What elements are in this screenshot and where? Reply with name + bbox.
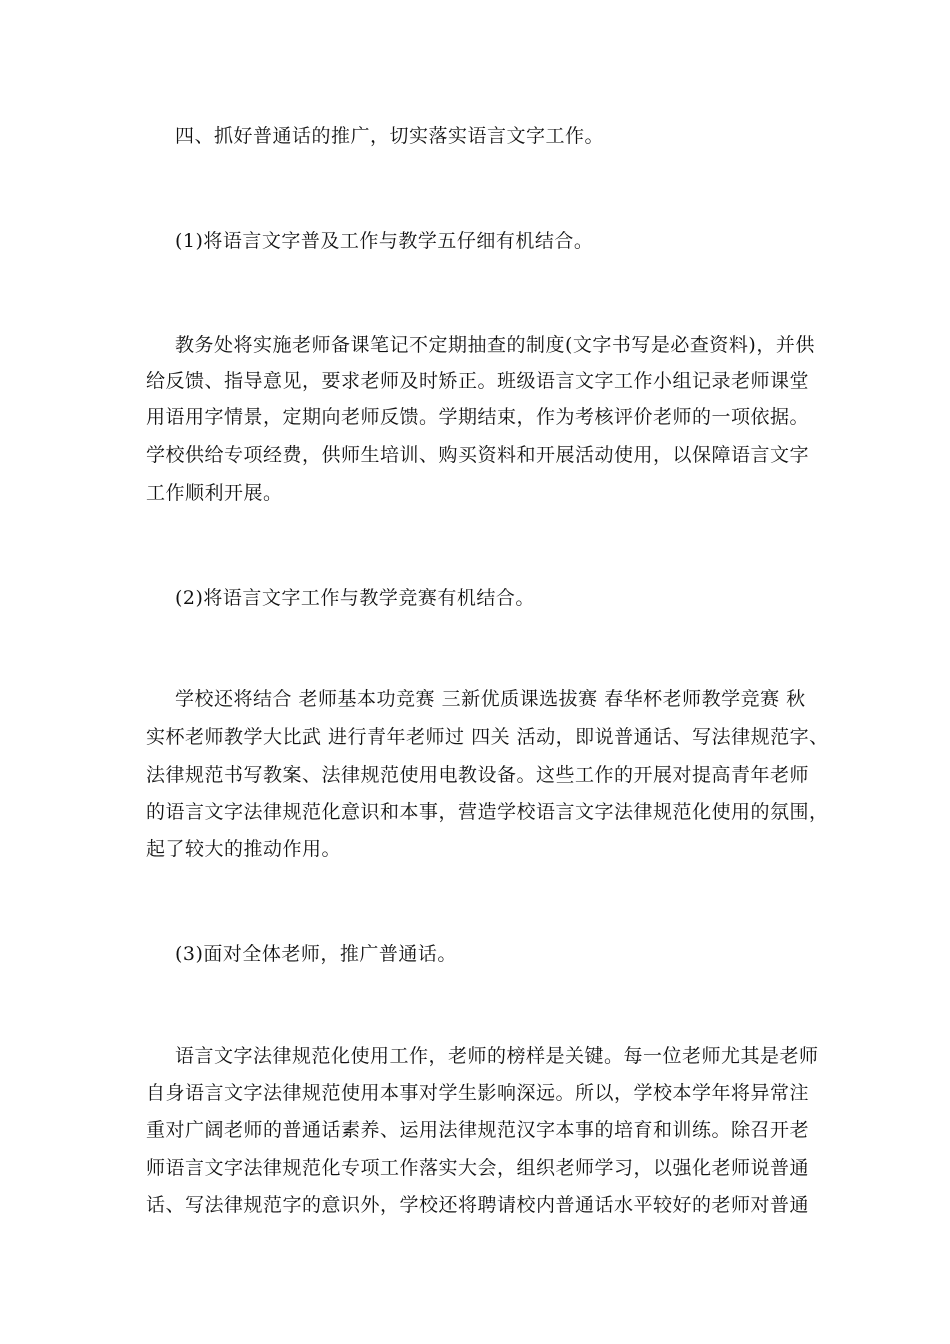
paragraph-line: 自身语言文字法律规范使用本事对学生影响深远。所以，学校本学年将异常注 xyxy=(146,1082,810,1104)
paragraph-line: 师语言文字法律规范化专项工作落实大会，组织老师学习，以强化老师说普通 xyxy=(146,1157,810,1179)
subsection-heading: (3)面对全体老师，推广普通话。 xyxy=(175,943,457,965)
section-heading: 四、抓好普通话的推广，切实落实语言文字工作。 xyxy=(175,125,605,147)
subsection-heading: (1)将语言文字普及工作与教学五仔细有机结合。 xyxy=(175,230,594,252)
paragraph-line: 给反馈、指导意见，要求老师及时矫正。班级语言文字工作小组记录老师课堂 xyxy=(146,370,810,392)
paragraph-line: 工作顺利开展。 xyxy=(146,482,283,504)
paragraph-line: 教务处将实施老师备课笔记不定期抽查的制度(文字书写是必查资料)，并供 xyxy=(175,334,815,356)
paragraph-line: 的语言文字法律规范化意识和本事，营造学校语言文字法律规范化使用的氛围， xyxy=(146,801,829,823)
subsection-heading: (2)将语言文字工作与教学竞赛有机结合。 xyxy=(175,587,535,609)
paragraph-line: 语言文字法律规范化使用工作，老师的榜样是关键。每一位老师尤其是老师 xyxy=(175,1045,819,1067)
paragraph-line: 学校还将结合 老师基本功竞赛 三新优质课选拔赛 春华杯老师教学竞赛 秋 xyxy=(175,688,806,710)
paragraph-line: 用语用字情景，定期向老师反馈。学期结束，作为考核评价老师的一项依据。 xyxy=(146,406,810,428)
paragraph-line: 话、写法律规范字的意识外，学校还将聘请校内普通话水平较好的老师对普通 xyxy=(146,1194,810,1216)
paragraph-line: 法律规范书写教案、法律规范使用电教设备。这些工作的开展对提高青年老师 xyxy=(146,764,810,786)
paragraph-line: 重对广阔老师的普通话素养、运用法律规范汉字本事的培育和训练。除召开老 xyxy=(146,1119,810,1141)
paragraph-line: 起了较大的推动作用。 xyxy=(146,838,342,860)
paragraph-line: 学校供给专项经费，供师生培训、购买资料和开展活动使用，以保障语言文字 xyxy=(146,444,810,466)
paragraph-line: 实杯老师教学大比武 进行青年老师过 四关 活动，即说普通话、写法律规范字、 xyxy=(146,726,829,748)
